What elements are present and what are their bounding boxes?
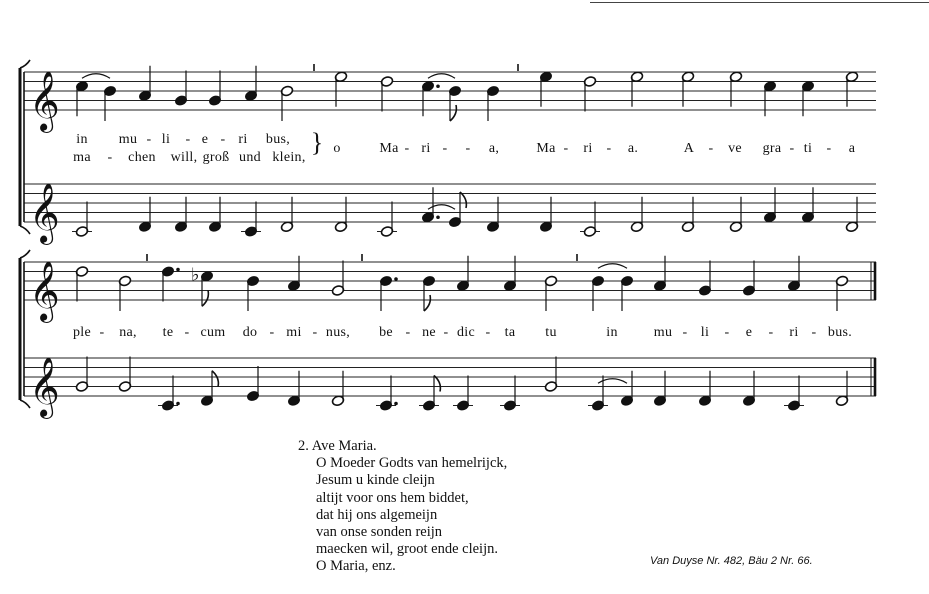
lyric-hyphen: - xyxy=(405,325,411,340)
lyric-syllable: ma xyxy=(73,150,91,165)
lyric-syllable: do xyxy=(242,325,258,340)
verse-line: Jesum u kinde cleijn xyxy=(316,472,435,489)
verse-line: dat hij ons algemeijn xyxy=(316,506,438,523)
treble-clef-icon: 𝄞 xyxy=(29,261,60,321)
augmentation-dot xyxy=(176,268,180,272)
lyric-syllable: chen xyxy=(128,150,156,165)
lyric-syllable: ne xyxy=(422,325,436,340)
lyric-syllable: o xyxy=(333,141,341,156)
treble-clef-icon: 𝄞 xyxy=(29,357,60,417)
lyric-syllable: ri xyxy=(789,325,799,340)
lyric-hyphen: - xyxy=(443,325,449,340)
lyric-hyphen: - xyxy=(811,325,817,340)
lyric-hyphen: - xyxy=(312,325,318,340)
eighth-flag xyxy=(434,376,440,392)
lyric-syllable: be xyxy=(379,325,393,340)
treble-clef-icon: 𝄞 xyxy=(29,71,60,131)
lyric-syllable: a, xyxy=(488,141,500,156)
lyric-syllable: A xyxy=(683,141,695,156)
lyric-syllable: klein, xyxy=(272,150,306,165)
lyric-hyphen: - xyxy=(768,325,774,340)
lyric-hyphen: - xyxy=(724,325,730,340)
lyric-syllable: bus, xyxy=(265,132,291,147)
lyric-hyphen: - xyxy=(146,132,152,147)
lyric-syllable: tu xyxy=(545,325,557,340)
lyric-syllable: Ma xyxy=(536,141,556,156)
verse-line: O Maria, enz. xyxy=(316,558,396,575)
lyric-hyphen: - xyxy=(107,150,113,165)
verse-line: van onse sonden reijn xyxy=(316,524,443,541)
lyric-syllable: dic xyxy=(456,325,476,340)
lyric-syllable: ti xyxy=(803,141,813,156)
lyric-hyphen: - xyxy=(789,141,795,156)
augmentation-dot xyxy=(176,402,180,406)
lyric-syllable: mu xyxy=(118,132,138,147)
flat-icon: ♭ xyxy=(191,264,200,286)
augmentation-dot xyxy=(436,215,440,219)
eighth-flag xyxy=(212,371,218,387)
verse-number: 2. xyxy=(298,438,309,454)
lyric-hyphen: - xyxy=(220,132,226,147)
lyric-hyphen: - xyxy=(708,141,714,156)
lyric-syllable: ri xyxy=(421,141,431,156)
lyric-syllable: ta xyxy=(504,325,516,340)
verse-line: altijt voor ons hem biddet, xyxy=(316,489,469,506)
augmentation-dot xyxy=(394,277,398,281)
lyric-syllable: nus, xyxy=(325,325,351,340)
lyric-syllable: cum xyxy=(200,325,226,340)
slur xyxy=(82,74,110,79)
verse-line xyxy=(298,438,507,455)
lyric-hyphen: - xyxy=(185,132,191,147)
lyric-hyphen: - xyxy=(442,141,448,156)
lyric-syllable: na, xyxy=(119,325,137,340)
verse-2 xyxy=(298,438,507,576)
verse-line-text: Ave Maria. xyxy=(311,438,377,454)
lyric-hyphen: - xyxy=(99,325,105,340)
lyric-syllable: a. xyxy=(627,141,639,156)
eighth-flag xyxy=(450,105,456,121)
slur xyxy=(428,74,455,79)
treble-clef-icon: 𝄞 xyxy=(29,183,60,243)
lyric-syllable: Ma xyxy=(379,141,399,156)
lyric-hyphen: - xyxy=(563,141,569,156)
augmentation-dot xyxy=(436,84,440,88)
lyric-hyphen: - xyxy=(826,141,832,156)
slur xyxy=(428,205,455,210)
lyric-syllable: e xyxy=(745,325,753,340)
lyric-hyphen: - xyxy=(404,141,410,156)
lyric-syllable: mi xyxy=(286,325,302,340)
augmentation-dot xyxy=(394,402,398,406)
slur xyxy=(598,264,627,269)
slur xyxy=(598,379,627,384)
lyric-syllable: in xyxy=(76,132,88,147)
lyric-syllable: ve xyxy=(728,141,742,156)
lyric-hyphen: - xyxy=(485,325,491,340)
lyric-hyphen: - xyxy=(465,141,471,156)
lyric-syllable: ri xyxy=(238,132,248,147)
lyric-hyphen: - xyxy=(682,325,688,340)
lyric-syllable: e xyxy=(201,132,209,147)
lyric-syllable: te xyxy=(162,325,174,340)
lyric-hyphen: - xyxy=(606,141,612,156)
eighth-flag xyxy=(460,192,466,208)
bracket-hook xyxy=(20,60,30,68)
verse-brace: } xyxy=(310,128,324,157)
lyric-syllable: bus. xyxy=(827,325,853,340)
lyric-hyphen: - xyxy=(269,325,275,340)
lyric-syllable: und xyxy=(239,150,261,165)
lyric-syllable: gra xyxy=(762,141,782,156)
verse-line: O Moeder Godts van hemelrijck, xyxy=(316,455,508,472)
bracket-hook xyxy=(20,250,30,258)
eighth-flag xyxy=(202,290,208,306)
lyric-syllable: li xyxy=(700,325,710,340)
lyric-syllable: ple xyxy=(72,325,92,340)
lyric-hyphen: - xyxy=(184,325,190,340)
lyric-syllable: li xyxy=(161,132,171,147)
lyric-syllable: ri xyxy=(583,141,593,156)
lyric-syllable: mu xyxy=(653,325,673,340)
verse-line: maecken wil, groot ende cleijn. xyxy=(316,541,498,558)
source-citation: Van Duyse Nr. 482, Bäu 2 Nr. 66. xyxy=(650,555,813,567)
eighth-flag xyxy=(424,295,430,311)
lyric-syllable: groß xyxy=(202,150,230,165)
lyric-syllable: will, xyxy=(170,150,198,165)
lyric-syllable: a xyxy=(848,141,856,156)
lyric-syllable: in xyxy=(606,325,618,340)
